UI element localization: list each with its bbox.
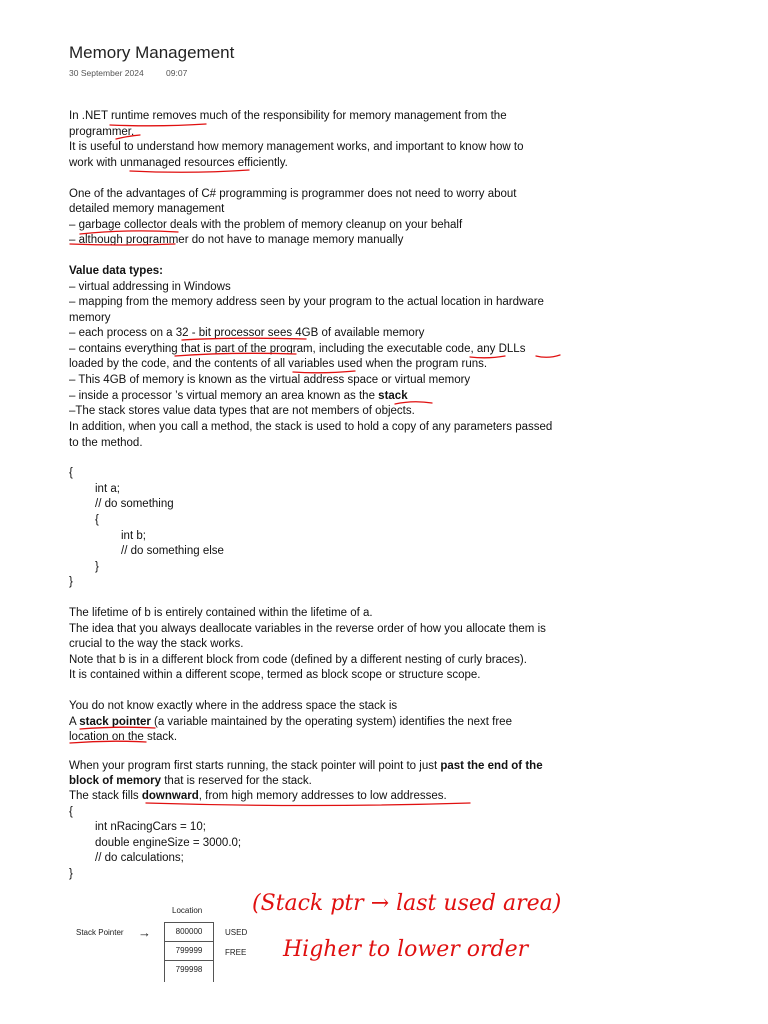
text-span: , from high memory addresses to low addresses. (198, 790, 447, 802)
page-title: Memory Management (69, 43, 235, 62)
text-line: – contains everything that is part of the program, including the executable code, any DLLs (69, 343, 526, 355)
page-date: 30 September 2024 (69, 68, 144, 78)
code-line: double engineSize = 3000.0; (95, 837, 242, 849)
text-line: You do not know exactly where in the address space the stack is (69, 700, 398, 712)
bold-span: stack (378, 390, 408, 402)
text-line: – mapping from the memory address seen by your program to the actual location in hardware (69, 296, 544, 308)
text-line: detailed memory management (69, 203, 225, 215)
text-line: In .NET runtime removes much of the responsibility for memory management from the (69, 110, 507, 122)
page-meta (69, 68, 207, 78)
text-line: memory (69, 312, 111, 324)
code-line: // do something (95, 498, 174, 510)
text-line: The idea that you always deallocate variables in the reverse order of how you allocate them is (69, 623, 546, 635)
text-span: – (69, 219, 79, 231)
text-line: to the method. (69, 437, 143, 449)
text-span: (a variable maintained by the operating system) identifies the next free (150, 716, 512, 728)
highlight-span: garbage collector (78, 219, 167, 231)
code-line: { (69, 806, 73, 818)
code-line: } (95, 561, 99, 573)
section-heading (69, 264, 163, 280)
text-line (69, 156, 288, 172)
text-line: loaded by the code, and the contents of all variables used when the program runs. (69, 358, 488, 370)
text-line: The lifetime of b is entirely contained within the lifetime of a. (69, 607, 373, 619)
code-line: { (69, 467, 73, 479)
text-line: –The stack stores value data types that are not members of objects. (69, 405, 415, 417)
arrow-right-icon: → (138, 925, 151, 940)
page-time: 09:07 (166, 68, 188, 78)
stack-figure (70, 902, 270, 982)
text-line: programmer. (69, 126, 135, 138)
heading-text: Value data types: (69, 265, 163, 277)
code-line: int a; (95, 483, 120, 495)
text-line (69, 759, 543, 775)
text-line: It is useful to understand how memory management works, and important to know how to (69, 141, 524, 153)
handwritten-note: Higher to lower order (283, 937, 529, 962)
text-line (69, 774, 312, 790)
text-line (69, 389, 408, 405)
text-line: Note that b is in a different block from code (defined by a different nesting of curly braces). (69, 654, 527, 666)
code-line: int nRacingCars = 10; (95, 821, 206, 833)
text-line: In addition, when you call a method, the stack is used to hold a copy of any parameters passed (69, 421, 553, 433)
underline-stroke (536, 355, 560, 357)
text-line: It is contained within a different scope, termed as block scope or structure scope. (69, 669, 481, 681)
code-line: } (69, 576, 73, 588)
text-line: – This 4GB of memory is known as the virtual address space or virtual memory (69, 374, 471, 386)
text-span: efficiently. (234, 157, 288, 169)
bold-span: past the end of the (440, 760, 543, 772)
code-line: // do something else (121, 545, 224, 557)
used-label: USED (225, 928, 248, 937)
memory-cell: 799998 (164, 960, 214, 982)
text-line: – although programmer do not have to manage memory manually (69, 234, 404, 246)
highlight-span: unmanaged resources (120, 157, 235, 169)
text-line: – virtual addressing in Windows (69, 281, 231, 293)
text-span: work with (69, 157, 121, 169)
bold-span: stack pointer (79, 716, 151, 728)
free-label: FREE (225, 948, 247, 957)
text-span: A (69, 716, 80, 728)
code-line: } (69, 868, 73, 880)
text-line (69, 715, 512, 731)
bold-span: block of memory (69, 775, 162, 787)
text-line: One of the advantages of C# programming is programmer does not need to worry about (69, 188, 517, 200)
text-line (69, 789, 447, 805)
memory-cell: 799999 (164, 941, 214, 961)
bold-span: downward (141, 790, 199, 802)
text-line: – each process on a 32 - bit processor sees 4GB of available memory (69, 327, 425, 339)
text-span: When your program first starts running, the stack pointer will point to just (69, 760, 441, 772)
text-span: that is reserved for the stack. (161, 775, 312, 787)
text-line: crucial to the way the stack works. (69, 638, 244, 650)
text-line (69, 218, 462, 234)
text-span: – inside a processor ’s virtual memory an area known as the (69, 390, 379, 402)
location-header: Location (172, 906, 203, 915)
text-span: deals with the problem of memory cleanup on your behalf (166, 219, 463, 231)
memory-cell: 800000 (164, 922, 214, 942)
code-line: { (95, 514, 99, 526)
text-line: location on the stack. (69, 731, 178, 743)
code-line: int b; (121, 530, 146, 542)
text-span: The stack fills (69, 790, 142, 802)
handwritten-note: (Stack ptr → last used area) (252, 891, 562, 916)
code-line: // do calculations; (95, 852, 184, 864)
stack-pointer-label: Stack Pointer (76, 928, 124, 937)
